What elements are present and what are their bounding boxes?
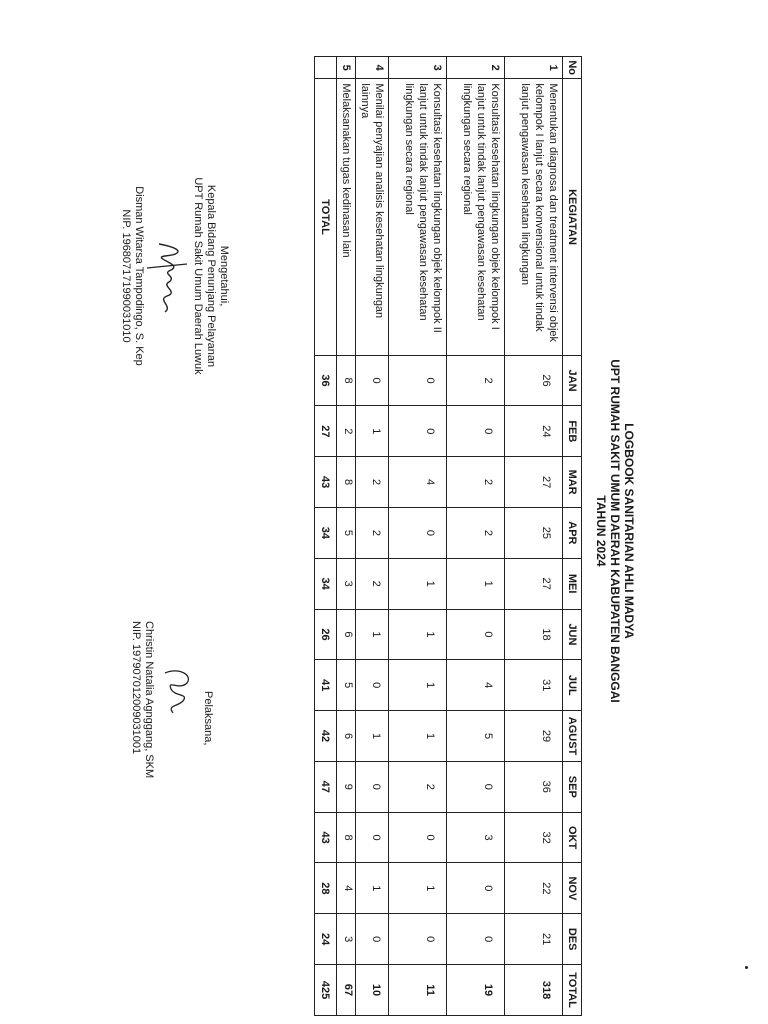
column-header-des: DES [563,914,582,965]
table-row [356,57,389,1016]
month-count: 2 [356,508,389,559]
logbook-table [314,56,582,1016]
month-total: 27 [315,406,337,457]
row-total: 19 [447,965,505,1016]
month-count: 4 [447,660,505,711]
approver-position: Kepala Bidang Penunjang Pelayanan [205,184,217,368]
month-count: 0 [356,761,389,812]
month-count: 1 [356,406,389,457]
month-count: 2 [389,761,447,812]
month-count: 2 [447,355,505,406]
month-count: 4 [337,863,356,914]
table-row [505,57,563,1016]
month-count: 22 [505,863,563,914]
signature-block-approver [119,136,230,416]
executor-name: Christin Natalia Agnggang, SKM [143,621,155,779]
month-count: 32 [505,812,563,863]
month-total: 43 [315,457,337,508]
column-header-mei: MEI [563,558,582,609]
approver-nip: NIP. 196807171990031010 [120,209,132,343]
table-row [337,57,356,1016]
doc-year: TAHUN 2024 [594,495,608,567]
month-count: 0 [356,812,389,863]
column-header-sep: SEP [563,761,582,812]
row-number: 4 [356,57,389,79]
row-number: 5 [337,57,356,79]
signature-block-executor [129,621,214,891]
month-count: 31 [505,660,563,711]
month-count: 1 [447,558,505,609]
month-total: 43 [315,812,337,863]
doc-subtitle: UPT RUMAH SAKIT UMUM DAERAH KABUPATEN BANGGAI [608,359,622,703]
month-count: 1 [356,711,389,762]
month-count: 26 [505,355,563,406]
month-count: 1 [389,609,447,660]
month-count: 25 [505,508,563,559]
month-count: 21 [505,914,563,965]
scan-speck [745,966,748,969]
column-header-jun: JUN [563,609,582,660]
month-count: 27 [505,457,563,508]
month-total: 41 [315,660,337,711]
month-count: 24 [505,406,563,457]
month-count: 18 [505,609,563,660]
column-header-feb: FEB [563,406,582,457]
approver-institution: UPT Rumah Sakit Umum Daerah Luwuk [192,177,204,375]
month-total: 34 [315,558,337,609]
month-count: 5 [337,508,356,559]
column-header-kegiatan: KEGIATAN [563,79,582,355]
month-total: 42 [315,711,337,762]
logbook-page [50,46,650,1016]
approver-greeting: Mengetahui, [218,245,230,307]
row-total: 318 [505,965,563,1016]
column-header-okt: OKT [563,812,582,863]
activity-description: Melaksanakan tugas kedinasan lain [337,79,356,355]
month-count: 3 [337,558,356,609]
month-count: 5 [337,660,356,711]
month-count: 0 [389,355,447,406]
executor-signature [155,621,201,891]
month-total: 26 [315,609,337,660]
month-count: 8 [337,812,356,863]
month-count: 0 [447,761,505,812]
month-count: 1 [389,660,447,711]
row-total: 10 [356,965,389,1016]
grand-total: 425 [315,965,337,1016]
total-label: TOTAL [315,79,337,355]
month-count: 3 [447,812,505,863]
month-total: 47 [315,761,337,812]
executor-greeting: Pelaksana, [202,691,214,746]
doc-title: LOGBOOK SANITARIAN AHLI MADYA [622,423,636,639]
month-count: 0 [389,508,447,559]
month-count: 1 [356,863,389,914]
activity-description: Konsultasi kesehatan lingkungan objek kelompok II lanjut untuk tindak lanjut pengawasan kesehatan lingkungan secara regional [389,79,447,355]
month-count: 0 [356,914,389,965]
month-count: 36 [505,761,563,812]
month-count: 0 [356,355,389,406]
month-count: 8 [337,457,356,508]
column-header-apr: APR [563,508,582,559]
month-count: 1 [356,609,389,660]
total-row-no [315,57,337,79]
table-row [389,57,447,1016]
month-count: 3 [337,914,356,965]
month-count: 9 [337,761,356,812]
month-count: 2 [447,508,505,559]
month-count: 29 [505,711,563,762]
row-number: 1 [505,57,563,79]
column-header-no: No [563,57,582,79]
column-header-agust: AGUST [563,711,582,762]
month-count: 4 [389,457,447,508]
month-count: 0 [447,914,505,965]
table-header-row [563,57,582,1016]
activity-description: Menentukan diagnosa dan treatment intervensi objek kelompok I lanjut secara konvensional untuk tindak lanjut pengawasan kesehatan lingkungan [505,79,563,355]
month-count: 5 [447,711,505,762]
row-total: 11 [389,965,447,1016]
month-count: 0 [447,406,505,457]
month-count: 6 [337,711,356,762]
month-count: 0 [447,609,505,660]
total-row [315,57,337,1016]
column-header-mar: MAR [563,457,582,508]
column-header-jul: JUL [563,660,582,711]
activity-description: Menilai penyajian analisis kesehatan lingkungan lainnya [356,79,389,355]
month-count: 0 [389,406,447,457]
month-count: 8 [337,355,356,406]
month-total: 34 [315,508,337,559]
row-number: 3 [389,57,447,79]
column-header-total: TOTAL [563,965,582,1016]
column-header-jan: JAN [563,355,582,406]
month-count: 1 [389,558,447,609]
month-count: 2 [356,558,389,609]
month-count: 27 [505,558,563,609]
month-count: 1 [389,863,447,914]
executor-nip: NIP. 197907012009031001 [130,621,142,755]
month-total: 24 [315,914,337,965]
month-total: 36 [315,355,337,406]
approver-name: Disman Witarsa Tampodingo, S. Kep [133,186,145,366]
table-row [447,57,505,1016]
column-header-nov: NOV [563,863,582,914]
row-total: 67 [337,965,356,1016]
month-count: 0 [389,812,447,863]
row-number: 2 [447,57,505,79]
month-count: 2 [337,406,356,457]
approver-signature [145,136,191,416]
activity-description: Konsultasi kesehatan lingkungan objek kelompok I lanjut untuk tindak lanjut pengawasan kesehatan lingkungan secara regional [447,79,505,355]
month-total: 28 [315,863,337,914]
month-count: 2 [356,457,389,508]
month-count: 6 [337,609,356,660]
table-body [315,57,563,1016]
month-count: 0 [356,660,389,711]
month-count: 2 [447,457,505,508]
month-count: 1 [389,711,447,762]
month-count: 0 [389,914,447,965]
month-count: 0 [447,863,505,914]
